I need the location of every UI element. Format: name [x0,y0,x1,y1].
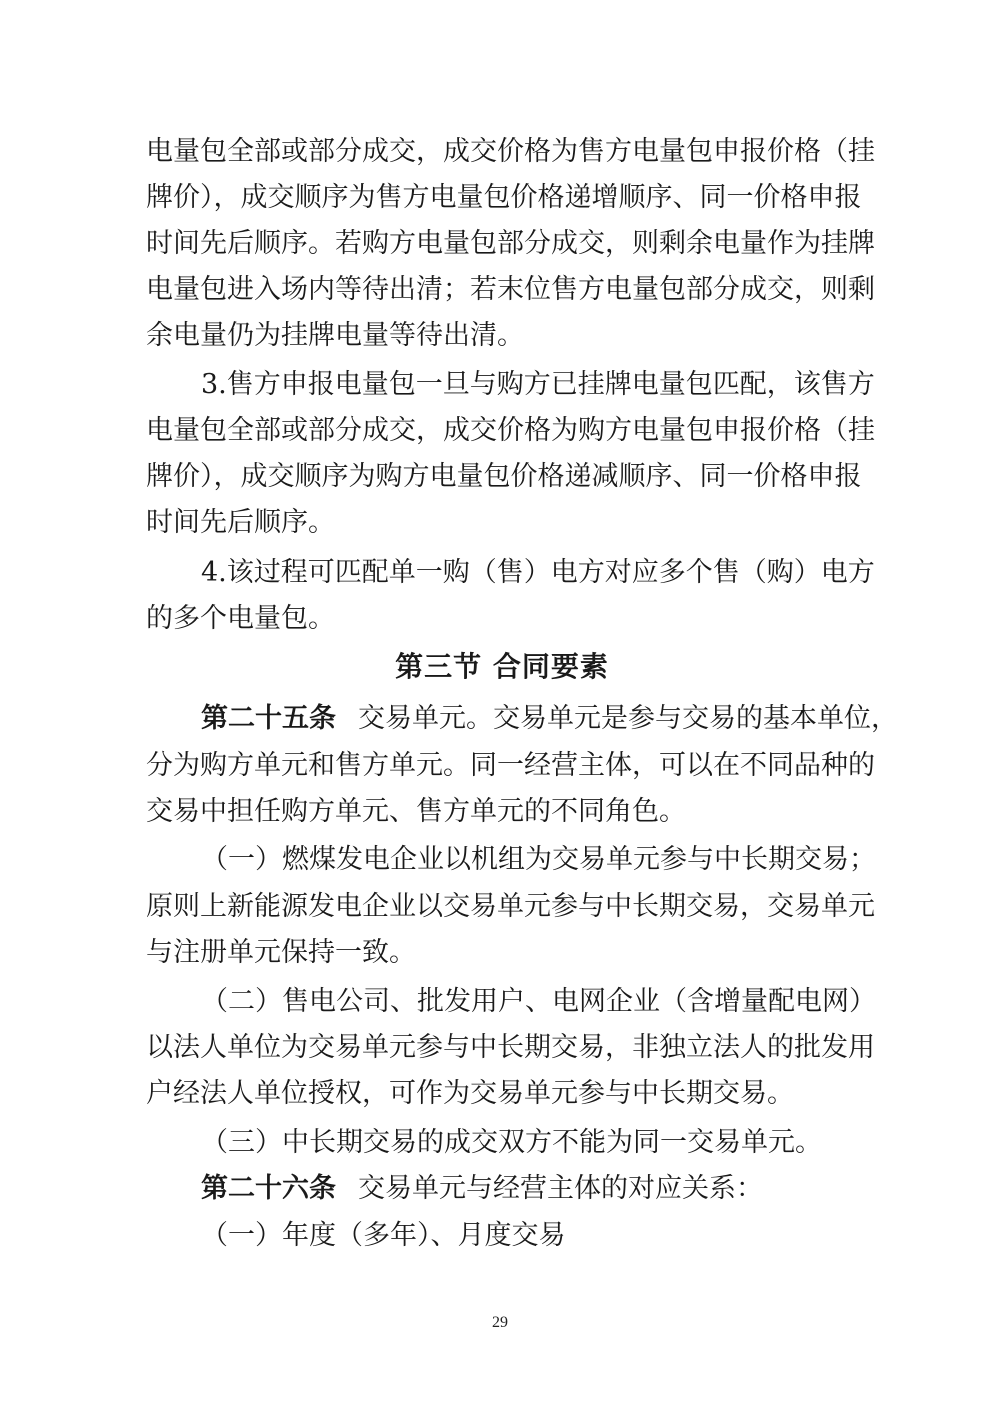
body-line: 电量包全部或部分成交，成交价格为售方电量包申报价格（挂 [146,136,875,167]
body-line: 4.该过程可匹配单一购（售）电方对应多个售（购）电方 [201,557,875,588]
body-line: 电量包进入场内等待出清；若末位售方电量包部分成交，则剩 [146,274,875,305]
article-25-label: 第二十五条 [201,703,336,734]
article-25-text: 交易单元。交易单元是参与交易的基本单位， [358,703,898,734]
body-line: 的多个电量包。 [146,603,335,634]
body-line: 时间先后顺序。若购方电量包部分成交，则剩余电量作为挂牌 [146,228,875,259]
body-line: 与注册单元保持一致。 [146,937,416,968]
body-line: 交易中担任购方单元、售方单元的不同角色。 [146,796,686,827]
body-line: 分为购方单元和售方单元。同一经营主体，可以在不同品种的 [146,750,875,781]
article-26-label: 第二十六条 [201,1173,336,1204]
body-line: 原则上新能源发电企业以交易单元参与中长期交易，交易单元 [146,891,875,922]
article-26-line [201,1172,858,1206]
page-number: 29 [492,1314,508,1331]
body-line: （三）中长期交易的成交双方不能为同一交易单元。 [201,1127,822,1158]
body-line: （一）年度（多年）、月度交易 [201,1220,566,1251]
section-heading: 第三节 合同要素 [395,650,609,683]
article-25-line [201,702,898,736]
body-line: （二）售电公司、批发用户、电网企业（含增量配电网） [201,986,876,1017]
body-line: 以法人单位为交易单元参与中长期交易，非独立法人的批发用 [146,1032,875,1063]
body-line: 牌价），成交顺序为售方电量包价格递增顺序、同一价格申报 [146,182,862,213]
body-line: 牌价），成交顺序为购方电量包价格递减顺序、同一价格申报 [146,461,862,492]
body-line: （一）燃煤发电企业以机组为交易单元参与中长期交易； [201,844,876,875]
body-line: 电量包全部或部分成交，成交价格为购方电量包申报价格（挂 [146,415,875,446]
article-26-text: 交易单元与经营主体的对应关系： [358,1173,763,1204]
body-line: 3.售方申报电量包一旦与购方已挂牌电量包匹配，该售方 [201,369,875,400]
body-line: 时间先后顺序。 [146,507,335,538]
body-line: 户经法人单位授权，可作为交易单元参与中长期交易。 [146,1078,794,1109]
body-line: 余电量仍为挂牌电量等待出清。 [146,320,524,351]
